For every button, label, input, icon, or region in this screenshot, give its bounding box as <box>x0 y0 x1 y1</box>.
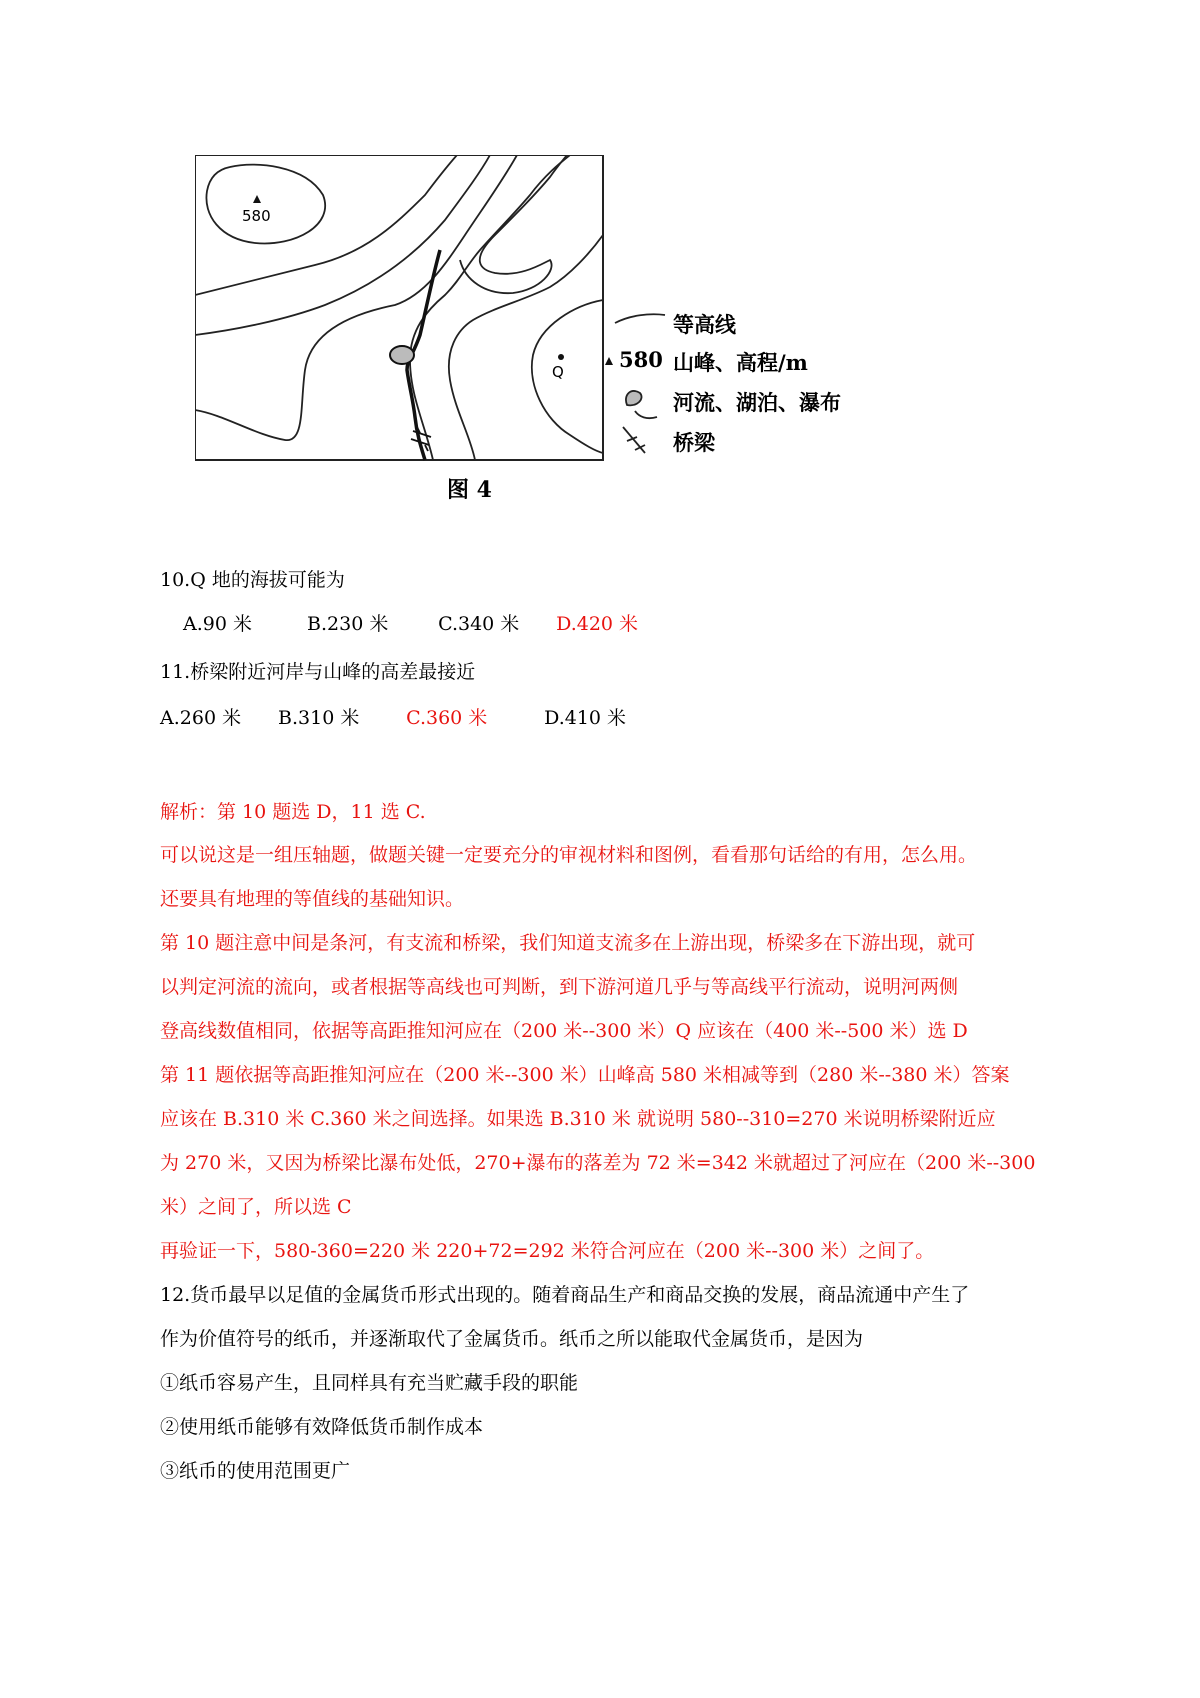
q12-item: ①纸币容易产生，且同样具有充当贮藏手段的职能 <box>160 1372 579 1394</box>
q12-stem-line: 作为价值符号的纸币，并逐渐取代了金属货币。纸币之所以能取代金属货币，是因为 <box>160 1328 864 1350</box>
q10-option-d: D.420 米 <box>556 613 639 635</box>
q10-option-b: B.230 米 <box>307 613 389 635</box>
legend-contour: 等高线 <box>673 312 736 337</box>
analysis-line: 可以说这是一组压轴题，做题关键一定要充分的审视材料和图例，看看那句话给的有用，怎么用。 <box>160 844 978 866</box>
q10-options <box>183 610 638 638</box>
contour-map-figure <box>195 155 915 555</box>
q10-stem: 10.Q 地的海拔可能为 <box>160 569 345 591</box>
legend-peak-icon <box>605 357 613 365</box>
analysis-line: 第 10 题注意中间是条河，有支流和桥梁，我们知道支流多在上游出现，桥梁多在下游出现，就可 <box>160 932 976 954</box>
q11-stem: 11.桥梁附近河岸与山峰的高差最接近 <box>160 661 476 683</box>
analysis-line: 第 11 题依据等高距推知河应在（200 米--300 米）山峰高 580 米相减等到（280 米--380 米）答案 <box>160 1064 1010 1086</box>
q11-options <box>160 704 626 732</box>
analysis-line: 为 270 米，又因为桥梁比瀑布处低，270+瀑布的落差为 72 米=342 米就超过了河应在（200 米--300 <box>160 1152 1036 1174</box>
analysis-line: 还要具有地理的等值线的基础知识。 <box>160 888 465 910</box>
q10-option-c: C.340 米 <box>438 613 520 635</box>
analysis-line: 登高线数值相同，依据等高距推知河应在（200 米--300 米）Q 应该在（400 米--500 米）选 D <box>160 1020 968 1042</box>
analysis-line: 以判定河流的流向，或者根据等高线也可判断，到下游河道几乎与等高线平行流动，说明河两侧 <box>160 976 959 998</box>
lake <box>390 346 414 364</box>
legend-peak-value: 580 <box>619 347 663 372</box>
q-point-marker <box>558 354 564 360</box>
q12-stem-line: 12.货币最早以足值的金属货币形式出现的。随着商品生产和商品交换的发展，商品流通中产生了 <box>160 1284 970 1306</box>
legend-water: 河流、湖泊、瀑布 <box>673 390 841 415</box>
q12-item: ②使用纸币能够有效降低货币制作成本 <box>160 1416 484 1438</box>
q11-option-a: A.260 米 <box>160 707 242 729</box>
legend-peak: 山峰、高程/m <box>673 350 808 375</box>
analysis-line: 应该在 B.310 米 C.360 米之间选择。如果选 B.310 米 就说明 580--310=270 米说明桥梁附近应 <box>160 1108 996 1130</box>
legend-symbols <box>615 314 665 453</box>
peak-marker <box>253 195 261 203</box>
figure-caption: 图 4 <box>447 477 492 503</box>
analysis-line: 解析：第 10 题选 D，11 选 C. <box>160 801 426 823</box>
q11-option-b: B.310 米 <box>278 707 360 729</box>
q12-item: ③纸币的使用范围更广 <box>160 1460 351 1482</box>
legend-bridge: 桥梁 <box>673 430 715 455</box>
analysis-line: 米）之间了，所以选 C <box>160 1196 352 1218</box>
peak-elevation-label: 580 <box>242 207 271 225</box>
analysis-line: 再验证一下，580-360=220 米 220+72=292 米符合河应在（200 米--300 米）之间了。 <box>160 1240 935 1262</box>
q11-option-c: C.360 米 <box>406 707 488 729</box>
q11-option-d: D.410 米 <box>544 707 627 729</box>
q10-option-a: A.90 米 <box>183 613 252 635</box>
q-point-label: Q <box>552 363 564 381</box>
